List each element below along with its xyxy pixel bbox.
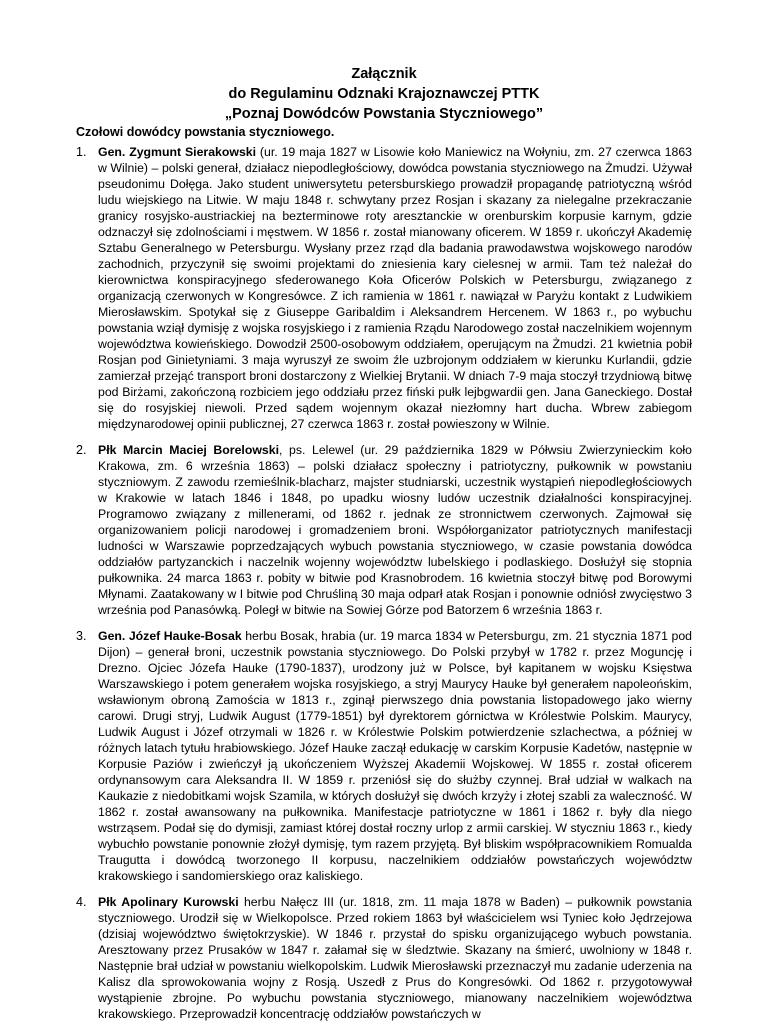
commander-name: Gen. Zygmunt Sierakowski	[98, 145, 257, 159]
item-number: 1.	[76, 145, 87, 159]
header-quote-title: „Poznaj Dowódców Powstania Styczniowego”	[224, 106, 544, 122]
item-text: herbu Bosak, hrabia (ur. 19 marca 1834 w Petersburgu, zm. 21 stycznia 1871 pod Dijon) – generał broni, uczestnik powstania styczniowego. Do Polski przybył w 1782 r. przez Moguncję i Drezno. Ojciec Józefa Hauke (1790-1837), urodzony już w Polsce, był kapitanem w wojsku Księstwa Warszawskiego i potem generałem wojska rosyjskiego, a stryj Maurycy Hauke był generałem napoleońskim, wsławionym obroną Zamościa w 1813 r., zginął pierwszego dnia powstania listopadowego jako wierny carowi. Drugi stryj, Ludwik August (1779-1851) był dyrektorem górnictwa w Królestwie Polskim. Maurycy, Ludwik August i Józef otrzymali w 1826 r. w Królestwie Polskim potwierdzenie szlachectwa, a później w różnych latach tytułu hrabiowskiego. Józef Hauke zaczął edukację w carskim Korpusie Kadetów, następnie w Korpusie Paziów i zwieńczył ją ukończeniem Wyższej Akademii Wojskowej. W 1855 r. został oficerem ordynansowym cara Aleksandra II. W 1859 r. przeniósł się do służby czynnej. Brał udział w walkach na Kaukazie z niedobitkami wojsk Szamila, w których dosłużył się dwóch krzyży i złotej szabli za waleczność. W 1862 r. został awansowany na pułkownika. Manifestacje patriotyczne w 1861 i 1862 r. były dla niego wstrząsem. Podał się do dymisji, zamiast której dostał roczny urlop z armii carskiej. W styczniu 1863 r., kiedy wybuchło powstanie ponownie złożył dymisję, tym razem przyjętą. Był bliskim współpracownikiem Romualda Traugutta i dowódcą tworzonego II korpusu, naczelnikiem oddziałów powstańczych województw krakowskiego i sandomierskiego oraz kaliskiego.	[98, 629, 692, 883]
item-text: , ps. Lelewel (ur. 29 października 1829 w Półwsiu Zwierzynieckim koło Krakowa, zm. 6 września 1863) – polski działacz społeczny i patriotyczny, pułkownik w powstaniu styczniowym. Z zawodu rzemieślnik-blacharz, majster studniarski, uczestnik wystąpień niepodległościowych w Krakowie w latach 1846 i 1848, po upadku wiosny ludów uczestnik działalności konspiracyjnej. Programowo związany z millenerami, od 1862 r. jednak ze stronnictwem czerwonych. Zajmował się organizowaniem policji narodowej i gromadzeniem broni. Współorganizator patriotycznych manifestacji ludności w Warszawie poprzedzających wybuch powstania styczniowego, w czasie powstania dowódca oddziałów partyzanckich i naczelnik wojenny województw lubelskiego i podlaskiego. Dosłużył się stopnia pułkownika. 24 marca 1863 r. pobity w bitwie pod Krasnobrodem. 16 kwietnia stoczył bitwę pod Borowymi Młynami. Zaatakowany w I bitwie pod Chruśliną 30 maja odparł atak Rosjan i ponownie odniósł zwycięstwo 3 września pod Panasówką. Poległ w bitwie na Sowiej Górze pod Batorzem 6 września 1863 r.	[98, 443, 693, 617]
document-header	[0, 64, 768, 124]
item-number: 4.	[76, 895, 87, 909]
commander-name: Płk Apolinary Kurowski	[98, 895, 239, 909]
item-text: (ur. 19 maja 1827 w Lisowie koło Maniewicz na Wołyniu, zm. 27 czerwca 1863 w Wilnie) – polski generał, działacz niepodległościowy, dowódca powstania styczniowego na Żmudzi. Używał pseudonimu Dołęga. Jako student uniwersytetu petersburskiego prowadził propagandę patriotyczną wśród ludu wiejskiego na Litwie. W maju 1848 r. schwytany przez Rosjan i skazany za nielegalne przekraczanie granicy rosyjsko-austriackiej na bezterminowe roty aresztanckie w orenburskim korpusie karnym, gdzie odznaczył się zdolnościami i męstwem. W 1856 r. został mianowany oficerem. W 1859 r. ukończył Akademię Sztabu Generalnego w Petersburgu. Wysłany przez rząd dla badania prawodawstwa wojskowego narodów zachodnich, przyczynił się swoimi projektami do zniesienia kary cielesnej w armii. Tam też należał do kierownictwa konspiracyjnego sfederowanego Koła Oficerów Polskich w Petersburgu, związanego z organizacją czerwonych w Kongresówce. Z ich ramienia w 1861 r. nawiązał w Paryżu kontakt z Ludwikiem Mierosławskim. Spotykał się z Giuseppe Garibaldim i Aleksandrem Hercenem. W 1863 r., po wybuchu powstania wziął dymisję z wojska rosyjskiego i z ramienia Rządu Narodowego został naczelnikiem wojennym województwa kowieńskiego. Dowodził 2500-osobowym oddziałem, operującym na Żmudzi. 21 kwietnia pobił Rosjan pod Ginietyniami. 3 maja wyruszył ze swoim źle uzbrojonym oddziałem w kierunku Kurlandii, gdzie zamierzał przejąć transport broni dostarczony z Wielkiej Brytanii. W dniach 7-9 maja stoczył trzydniową bitwę pod Birżami, zakończoną rozbiciem jego oddziału przez fiński pułk lejbgwardii gen. Jana Ganeckiego. Dostał się do rosyjskiej niewoli. Przed sądem wojennym okazał niezłomny hart ducha. Wbrew zabiegom międzynarodowej opinii publicznej, 27 czerwca 1863 r. został powieszony w Wilnie.	[98, 145, 692, 431]
commander-name: Płk Marcin Maciej Borelowski	[98, 443, 280, 457]
item-body	[98, 894, 692, 1022]
item-number: 3.	[76, 629, 87, 643]
commander-name: Gen. Józef Hauke-Bosak	[98, 629, 242, 643]
intro-heading: Czołowi dowódcy powstania styczniowego.	[76, 125, 335, 139]
list-item	[76, 144, 692, 432]
commanders-list	[76, 144, 692, 1032]
item-body	[98, 144, 692, 432]
item-text: herbu Nałęcz III (ur. 1818, zm. 11 maja 1878 w Baden) – pułkownik powstania styczniowego. Urodził się w Wielkopolsce. Przed rokiem 1863 był właścicielem wsi Tyniec koło Jędrzejowa (dzisiaj województwo świętokrzyskie). W 1846 r. przystał do spisku organizującego wybuch powstania. Aresztowany przez Prusaków w 1847 r. załamał się w śledztwie. Skazany na śmierć, uwolniony w 1848 r. Następnie brał udział w powstaniu wielkopolskim. Ludwik Mierosławski przeznaczył mu zadanie uderzenia na Kalisz dla sprowokowania wojny z Rosją. Uszedł z Prus do Kongresówki. Od 1862 r. przygotowywał wystąpienie zbrojne. Po wybuchu powstania styczniowego, mianowany naczelnikiem województwa krakowskiego. Przeprowadził koncentrację oddziałów powstańczych w	[98, 895, 692, 1021]
item-body	[98, 442, 692, 618]
list-item	[76, 442, 692, 618]
header-subtitle: do Regulaminu Odznaki Krajoznawczej PTTK	[228, 86, 540, 102]
item-body	[98, 628, 692, 884]
item-number: 2.	[76, 443, 87, 457]
list-item	[76, 894, 692, 1022]
header-title: Załącznik	[351, 66, 417, 82]
list-item	[76, 628, 692, 884]
